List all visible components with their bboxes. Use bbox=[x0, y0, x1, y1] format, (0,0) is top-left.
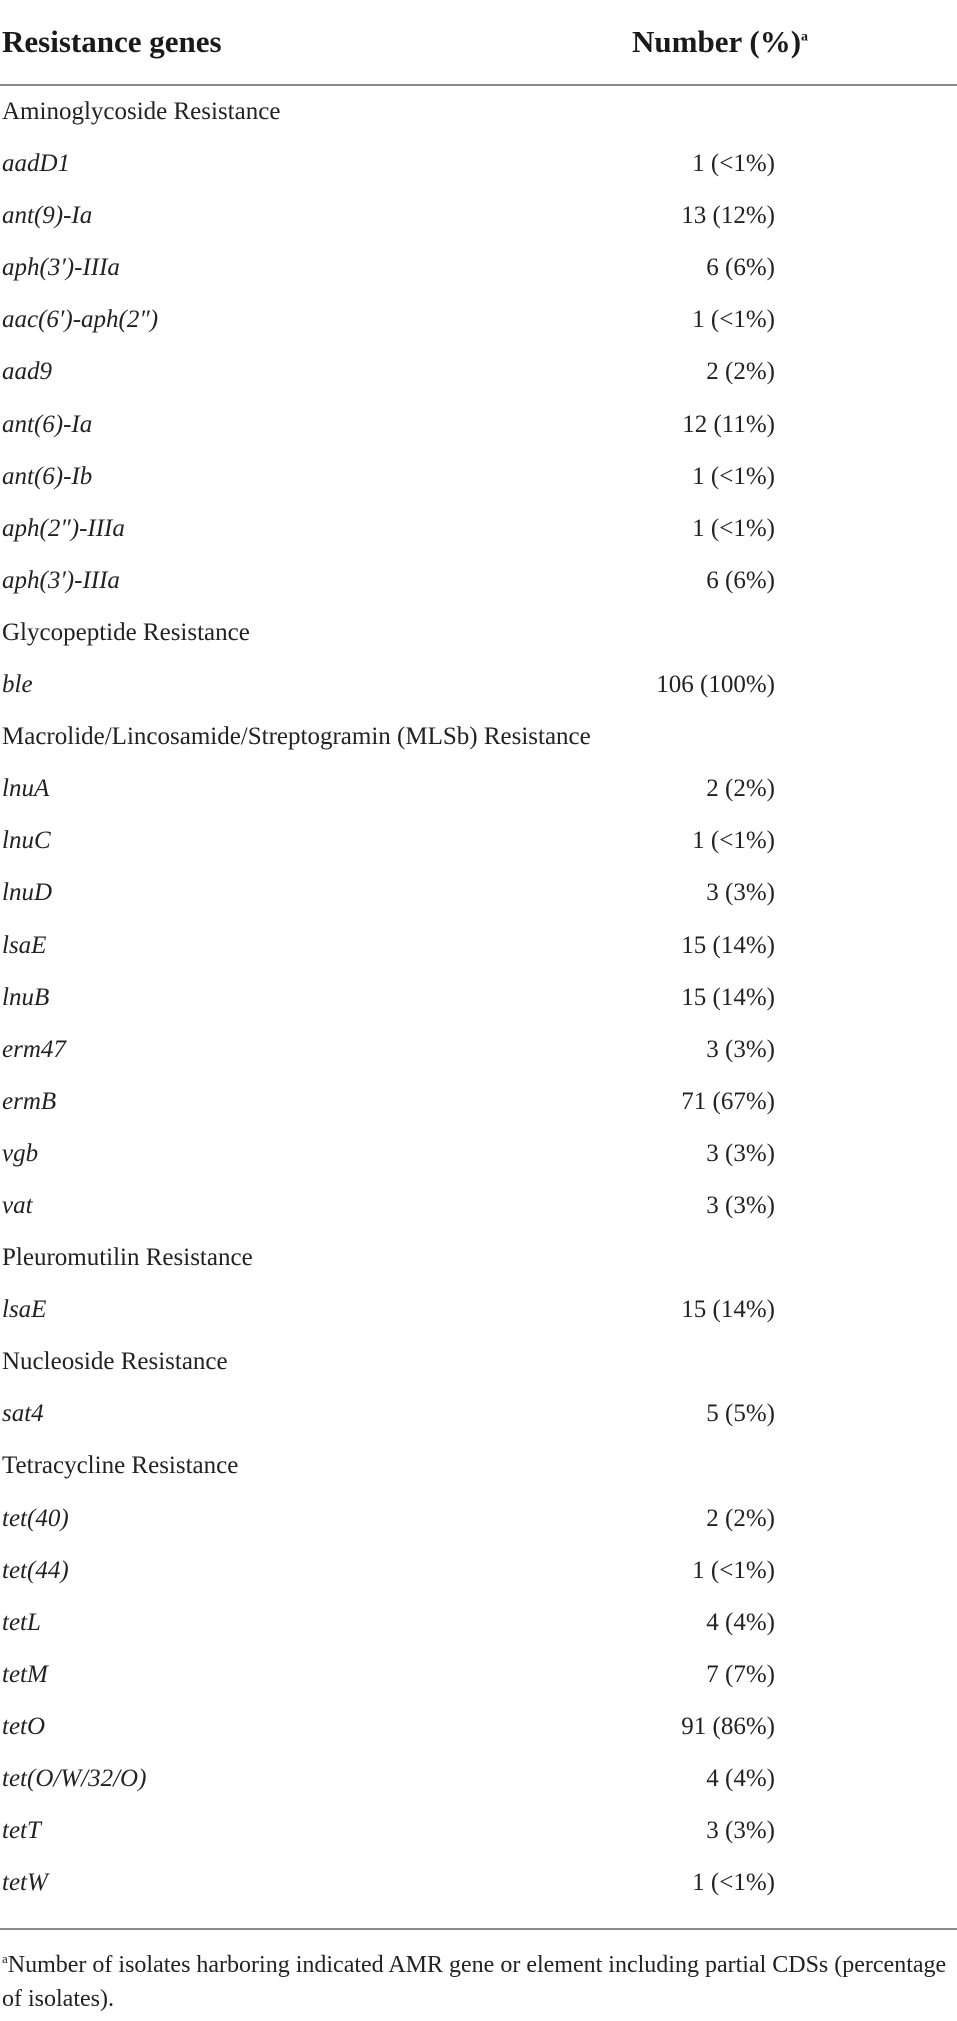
gene-count: 1 (<1%) bbox=[692, 827, 775, 855]
gene-name: lsaE bbox=[2, 931, 47, 959]
table-row bbox=[0, 294, 957, 346]
gene-name: vat bbox=[2, 1191, 33, 1219]
gene-name: ant(6)-Ia bbox=[2, 410, 93, 438]
gene-count: 1 (<1%) bbox=[692, 150, 775, 178]
gene-count: 4 (4%) bbox=[706, 1765, 775, 1792]
gene-count: 3 (3%) bbox=[706, 1139, 775, 1167]
gene-count: 2 (2%) bbox=[706, 775, 775, 803]
table-row bbox=[0, 815, 957, 867]
category-label: Glycopeptide Resistance bbox=[2, 618, 250, 646]
gene-count: 4 (4%) bbox=[706, 1608, 775, 1636]
category-row bbox=[0, 607, 957, 659]
table-row bbox=[0, 1388, 957, 1440]
gene-name: ermB bbox=[2, 1087, 57, 1115]
table-row bbox=[0, 1649, 957, 1701]
table-row bbox=[0, 555, 957, 607]
gene-count: 3 (3%) bbox=[706, 1191, 775, 1219]
gene-name: tetO bbox=[2, 1712, 46, 1740]
header-resistance-genes: Resistance genes bbox=[2, 24, 222, 59]
gene-name: sat4 bbox=[2, 1400, 44, 1428]
table-row bbox=[0, 1857, 957, 1909]
gene-count: 1 (<1%) bbox=[692, 462, 775, 490]
gene-name: tetW bbox=[2, 1869, 48, 1897]
category-label: Tetracycline Resistance bbox=[2, 1452, 239, 1480]
gene-name: tet(40) bbox=[2, 1504, 69, 1532]
gene-count: 3 (3%) bbox=[706, 1817, 775, 1845]
gene-name: aad9 bbox=[2, 358, 52, 386]
gene-name: tetM bbox=[2, 1660, 48, 1688]
category-label: Aminoglycoside Resistance bbox=[2, 98, 281, 125]
table-row bbox=[0, 867, 957, 919]
gene-name: lnuA bbox=[2, 775, 50, 803]
category-label: Nucleoside Resistance bbox=[2, 1348, 228, 1376]
gene-count: 3 (3%) bbox=[706, 1035, 775, 1063]
gene-name: ant(6)-Ib bbox=[2, 462, 93, 490]
table-row bbox=[0, 659, 957, 711]
table-row bbox=[0, 1128, 957, 1180]
gene-count: 13 (12%) bbox=[681, 202, 775, 230]
gene-count: 91 (86%) bbox=[681, 1712, 775, 1740]
table-row bbox=[0, 399, 957, 451]
gene-name: lnuC bbox=[2, 827, 51, 855]
table-row bbox=[0, 972, 957, 1024]
gene-count: 2 (2%) bbox=[706, 358, 775, 386]
gene-count: 15 (14%) bbox=[681, 931, 775, 959]
table-row bbox=[0, 1701, 957, 1753]
table-row bbox=[0, 190, 957, 242]
table-row bbox=[0, 1805, 957, 1857]
table-row bbox=[0, 138, 957, 190]
gene-name: aph(3′)-IIIa bbox=[2, 254, 120, 282]
table-row bbox=[0, 1284, 957, 1336]
footnote-marker: a bbox=[2, 1951, 8, 1966]
table-row bbox=[0, 1076, 957, 1128]
header-number-label: Number (%) bbox=[632, 24, 802, 59]
category-label: Macrolide/Lincosamide/Streptogramin (MLSb) Resistance bbox=[2, 723, 591, 751]
gene-name: vgb bbox=[2, 1139, 39, 1167]
table-header bbox=[0, 0, 957, 86]
category-row bbox=[0, 711, 957, 763]
gene-name: ble bbox=[2, 671, 33, 699]
header-footnote-marker: a bbox=[801, 29, 809, 45]
gene-count: 1 (<1%) bbox=[692, 1869, 775, 1897]
table-row bbox=[0, 1597, 957, 1649]
gene-count: 6 (6%) bbox=[706, 254, 775, 282]
gene-name: lnuB bbox=[2, 983, 50, 1011]
category-row bbox=[0, 1232, 957, 1284]
table-bottom-rule bbox=[0, 1928, 957, 1930]
gene-name: aadD1 bbox=[2, 150, 71, 178]
gene-name: lnuD bbox=[2, 879, 52, 907]
gene-count: 1 (<1%) bbox=[692, 306, 775, 334]
gene-name: aph(3′)-IIIa bbox=[2, 566, 120, 594]
category-label: Pleuromutilin Resistance bbox=[2, 1244, 253, 1272]
table-row bbox=[0, 1180, 957, 1232]
gene-count: 2 (2%) bbox=[706, 1504, 775, 1532]
gene-count: 106 (100%) bbox=[656, 671, 775, 699]
category-row bbox=[0, 1440, 957, 1492]
gene-name: tetT bbox=[2, 1817, 41, 1845]
table-row bbox=[0, 346, 957, 398]
gene-count: 6 (6%) bbox=[706, 566, 775, 594]
gene-name: lsaE bbox=[2, 1296, 47, 1324]
gene-name: aph(2″)-IIIa bbox=[2, 514, 125, 542]
gene-count: 15 (14%) bbox=[681, 1296, 775, 1324]
table-row bbox=[0, 503, 957, 555]
gene-count: 12 (11%) bbox=[682, 410, 775, 438]
footnote-text: Number of isolates harboring indicated AMR gene or element including partial CDSs (percentage of isolates). bbox=[2, 1952, 947, 2012]
table-row bbox=[0, 763, 957, 815]
table-row bbox=[0, 1493, 957, 1545]
table-row bbox=[0, 1753, 957, 1805]
table-body bbox=[0, 86, 957, 1909]
table-row bbox=[0, 451, 957, 503]
gene-name: ant(9)-Ia bbox=[2, 202, 93, 230]
gene-name: tet(44) bbox=[2, 1556, 69, 1584]
gene-name: aac(6′)-aph(2″) bbox=[2, 306, 159, 334]
category-row bbox=[0, 86, 957, 138]
gene-name: tet(O/W/32/O) bbox=[2, 1765, 147, 1792]
table-row bbox=[0, 1545, 957, 1597]
gene-count: 1 (<1%) bbox=[692, 514, 775, 542]
gene-name: erm47 bbox=[2, 1035, 66, 1063]
gene-count: 1 (<1%) bbox=[692, 1556, 775, 1584]
gene-count: 3 (3%) bbox=[706, 879, 775, 907]
table-row bbox=[0, 1024, 957, 1076]
gene-name: tetL bbox=[2, 1608, 41, 1636]
table-row bbox=[0, 242, 957, 294]
table-row bbox=[0, 920, 957, 972]
gene-count: 5 (5%) bbox=[706, 1400, 775, 1428]
category-row bbox=[0, 1336, 957, 1388]
gene-count: 15 (14%) bbox=[681, 983, 775, 1011]
header-number-percent bbox=[632, 24, 808, 60]
gene-count: 7 (7%) bbox=[706, 1660, 775, 1688]
table-footnote bbox=[2, 1942, 952, 2016]
gene-count: 71 (67%) bbox=[681, 1087, 775, 1115]
